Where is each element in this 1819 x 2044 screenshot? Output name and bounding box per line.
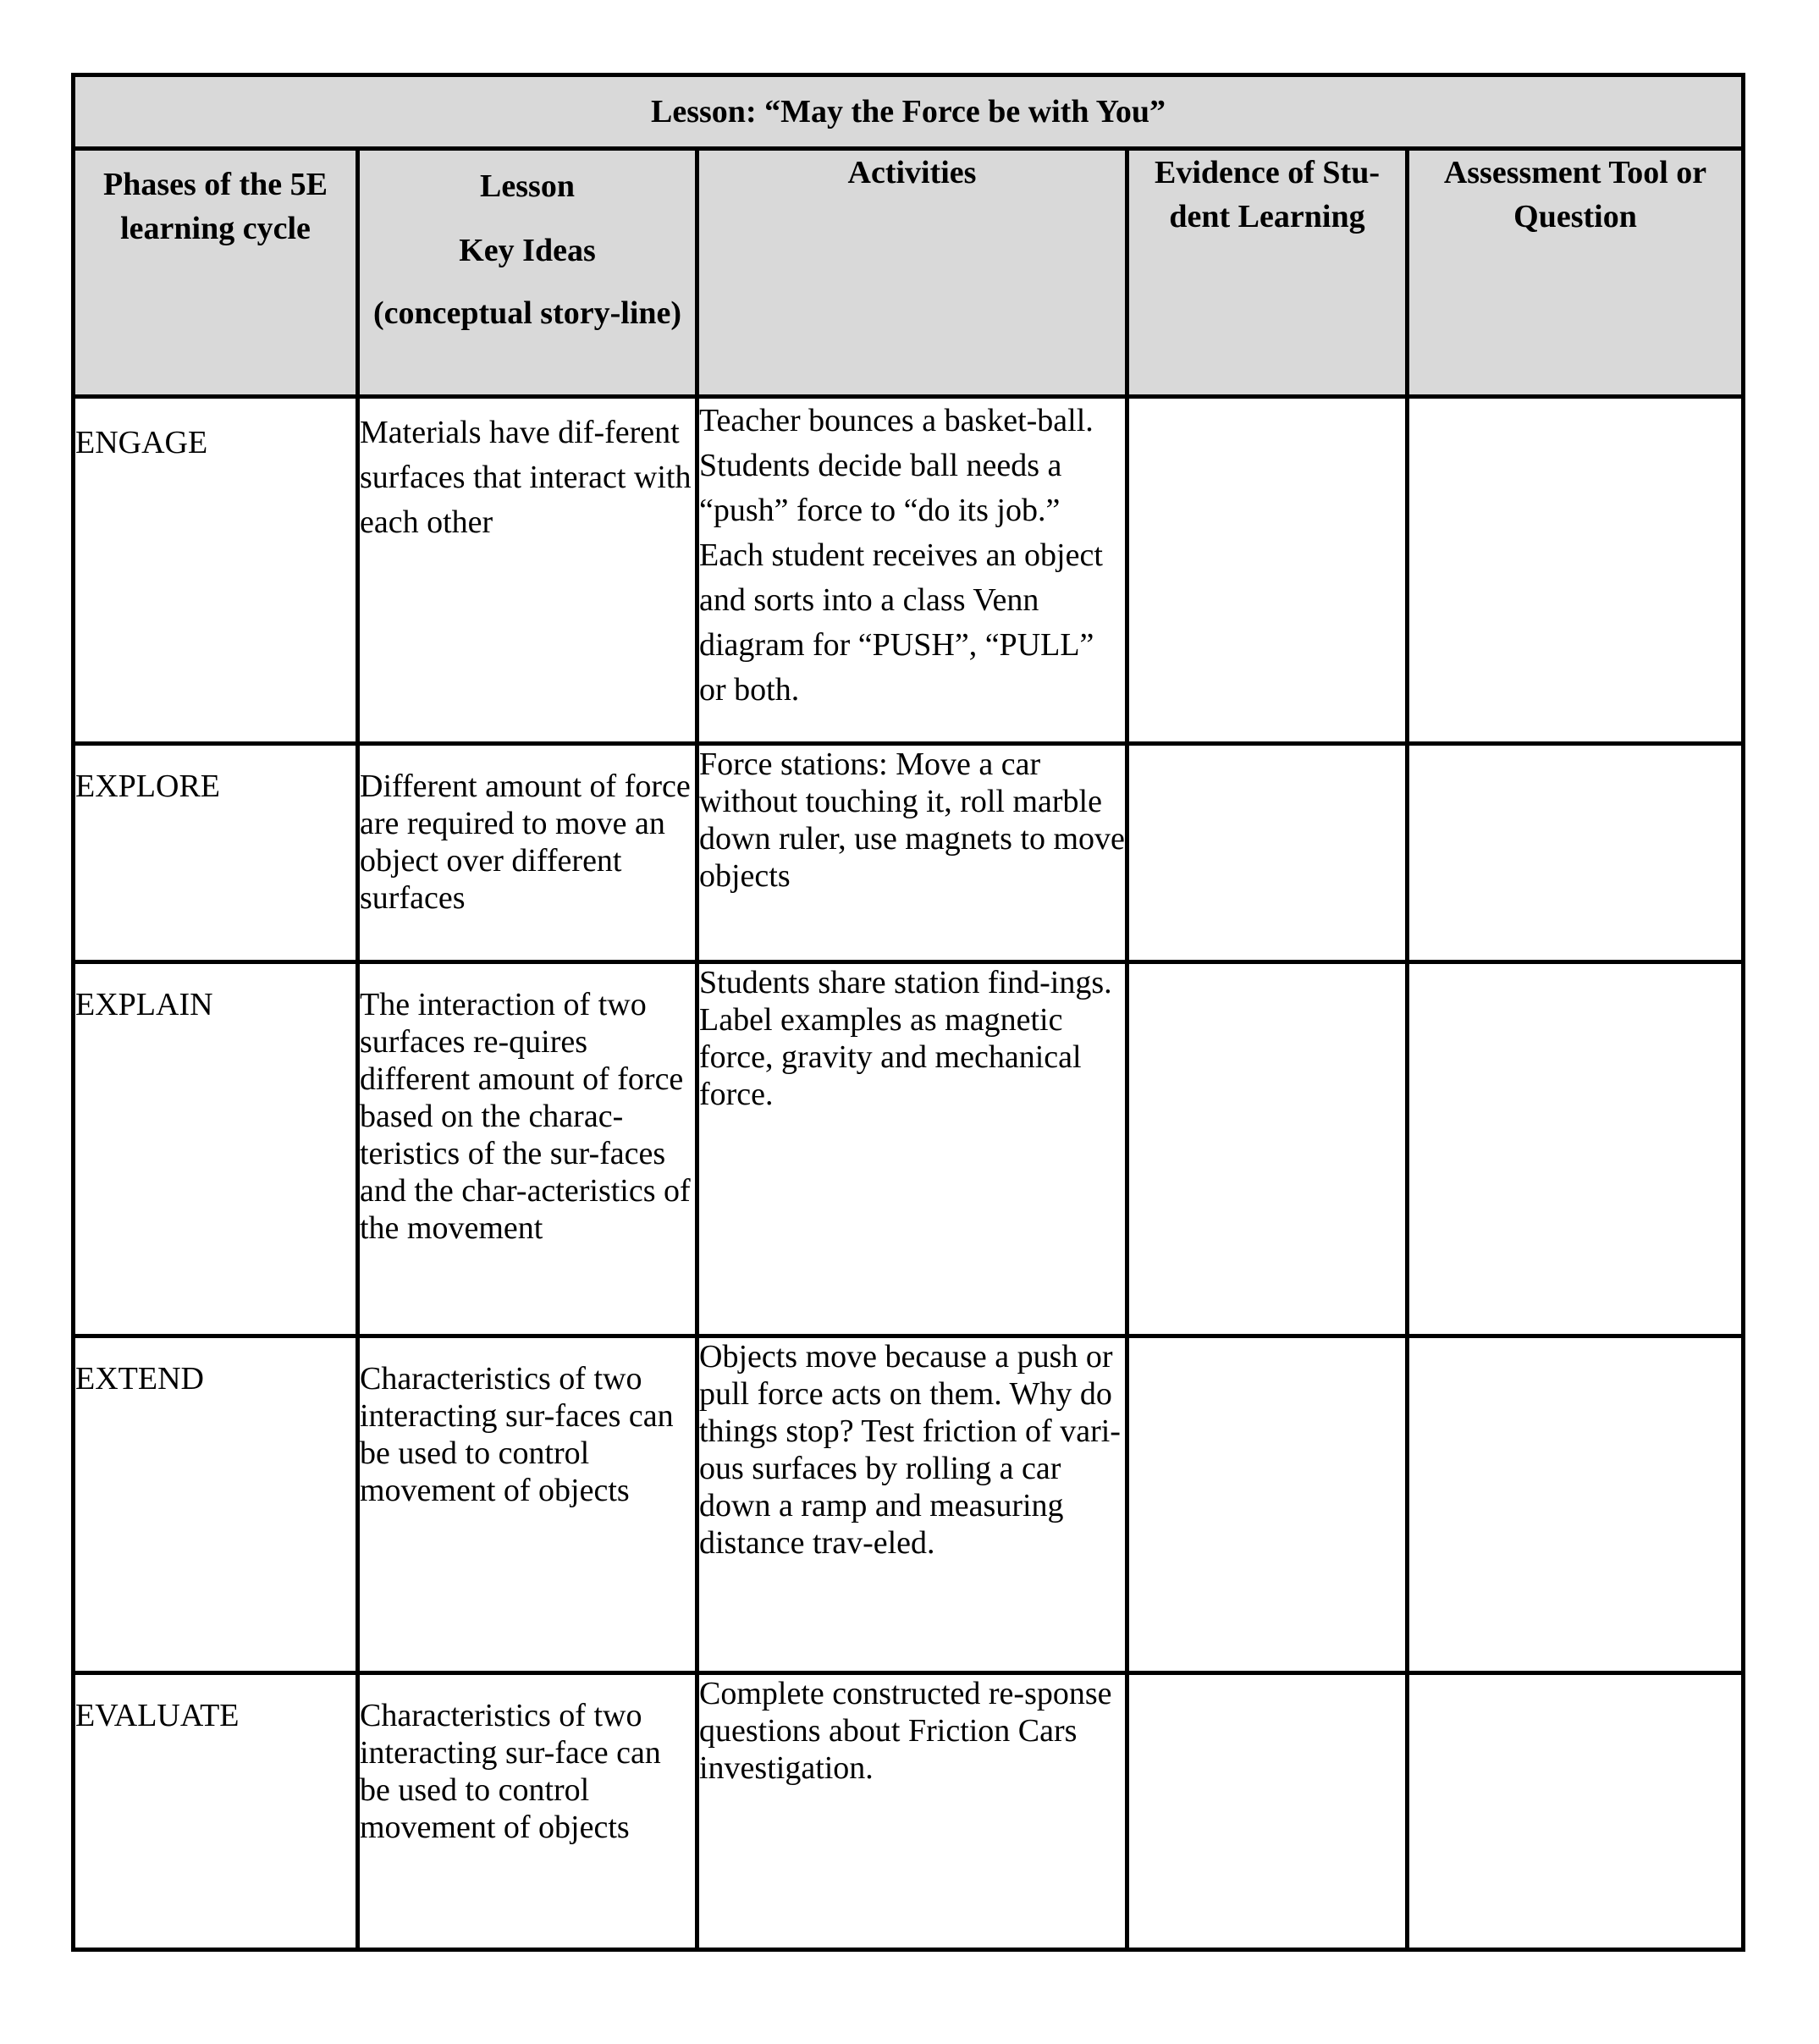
header-phases [74,149,358,397]
assessment-text [1409,964,1741,967]
evidence-cell [1127,962,1408,1336]
assessment-text [1409,746,1741,749]
lesson-plan-table [71,73,1745,1952]
evidence-cell [1127,1336,1408,1673]
header-evidence [1127,149,1408,397]
phase-label: ENGAGE [75,425,208,460]
header-assessment [1408,149,1744,397]
assessment-cell [1408,1673,1744,1950]
phase-label: EXTEND [75,1361,204,1397]
phase-label: EVALUATE [75,1698,240,1733]
activities-cell [697,962,1127,1336]
evidence-text [1129,399,1405,402]
assessment-text [1409,399,1741,402]
key-idea-text: Characteristics of two interacting sur-faces can be used to control movement of objects [360,1361,674,1508]
activities-text: Students share station find-ings. Label examples as magnetic force, gravity and mechanical force. [699,965,1112,1112]
key-idea-text: Characteristics of two interacting sur-face can be used to control movement of objects [360,1698,661,1845]
header-key-ideas [358,149,697,397]
header-key-ideas-line-1: Lesson [480,168,575,204]
key-idea-cell [358,397,697,744]
phase-cell [74,1673,358,1950]
evidence-cell [1127,397,1408,744]
activities-cell [697,1673,1127,1950]
assessment-cell [1408,1336,1744,1673]
key-idea-cell [358,1336,697,1673]
key-idea-cell [358,962,697,1336]
table-row-explore [74,744,1744,962]
table-row-engage [74,397,1744,744]
evidence-text [1129,964,1405,967]
activities-cell [697,397,1127,744]
lesson-title: Lesson: “May the Force be with You” [74,75,1744,149]
header-evidence-label: Evidence of Stu-dent Learning [1155,155,1380,234]
header-row [74,149,1744,397]
key-idea-text: Different amount of force are required to move an object over different surfaces [360,769,691,916]
phase-cell [74,744,358,962]
activities-cell [697,744,1127,962]
phase-cell [74,962,358,1336]
header-assessment-label: Assessment Tool or Question [1443,155,1707,234]
evidence-text [1129,1338,1405,1342]
key-idea-text: Materials have dif-ferent surfaces that interact with each other [360,415,692,540]
phase-label: EXPLAIN [75,987,213,1022]
evidence-cell [1127,1673,1408,1950]
evidence-cell [1127,744,1408,962]
key-idea-cell [358,1673,697,1950]
phase-cell [74,397,358,744]
activities-text: Force stations: Move a car without touching it, roll marble down ruler, use magnets to move objects [699,747,1125,894]
title-row [74,75,1744,149]
assessment-cell [1408,744,1744,962]
phase-label: EXPLORE [75,769,220,804]
evidence-text [1129,1675,1405,1678]
key-idea-cell [358,744,697,962]
phase-cell [74,1336,358,1673]
activities-text: Teacher bounces a basket-ball. Students decide ball needs a “push” force to “do its job.” Each student receives an object and sorts into a class Venn diagram for “PUSH”, “PULL” or both. [699,403,1103,708]
activities-cell [697,1336,1127,1673]
evidence-text [1129,746,1405,749]
header-key-ideas-line-3: (conceptual story-line) [372,295,682,331]
assessment-text [1409,1338,1741,1342]
header-activities [697,149,1127,397]
header-activities-label: Activities [847,155,977,190]
assessment-text [1409,1675,1741,1678]
key-idea-text: The interaction of two surfaces re-quires different amount of force based on the charac-teristics of the sur-faces and the char-acteristics of the movement [360,987,691,1246]
header-phases-label: Phases of the 5E learning cycle [103,167,328,246]
assessment-cell [1408,962,1744,1336]
assessment-cell [1408,397,1744,744]
activities-text: Complete constructed re-sponse questions about Friction Cars investigation. [699,1676,1112,1786]
table-row-evaluate [74,1673,1744,1950]
table-row-explain [74,962,1744,1336]
activities-text: Objects move because a push or pull force acts on them. Why do things stop? Test friction of vari-ous surfaces by rolling a car down a ramp and measuring distance trav-eled. [699,1339,1121,1561]
table-row-extend [74,1336,1744,1673]
header-key-ideas-line-2: Key Ideas [459,233,596,268]
